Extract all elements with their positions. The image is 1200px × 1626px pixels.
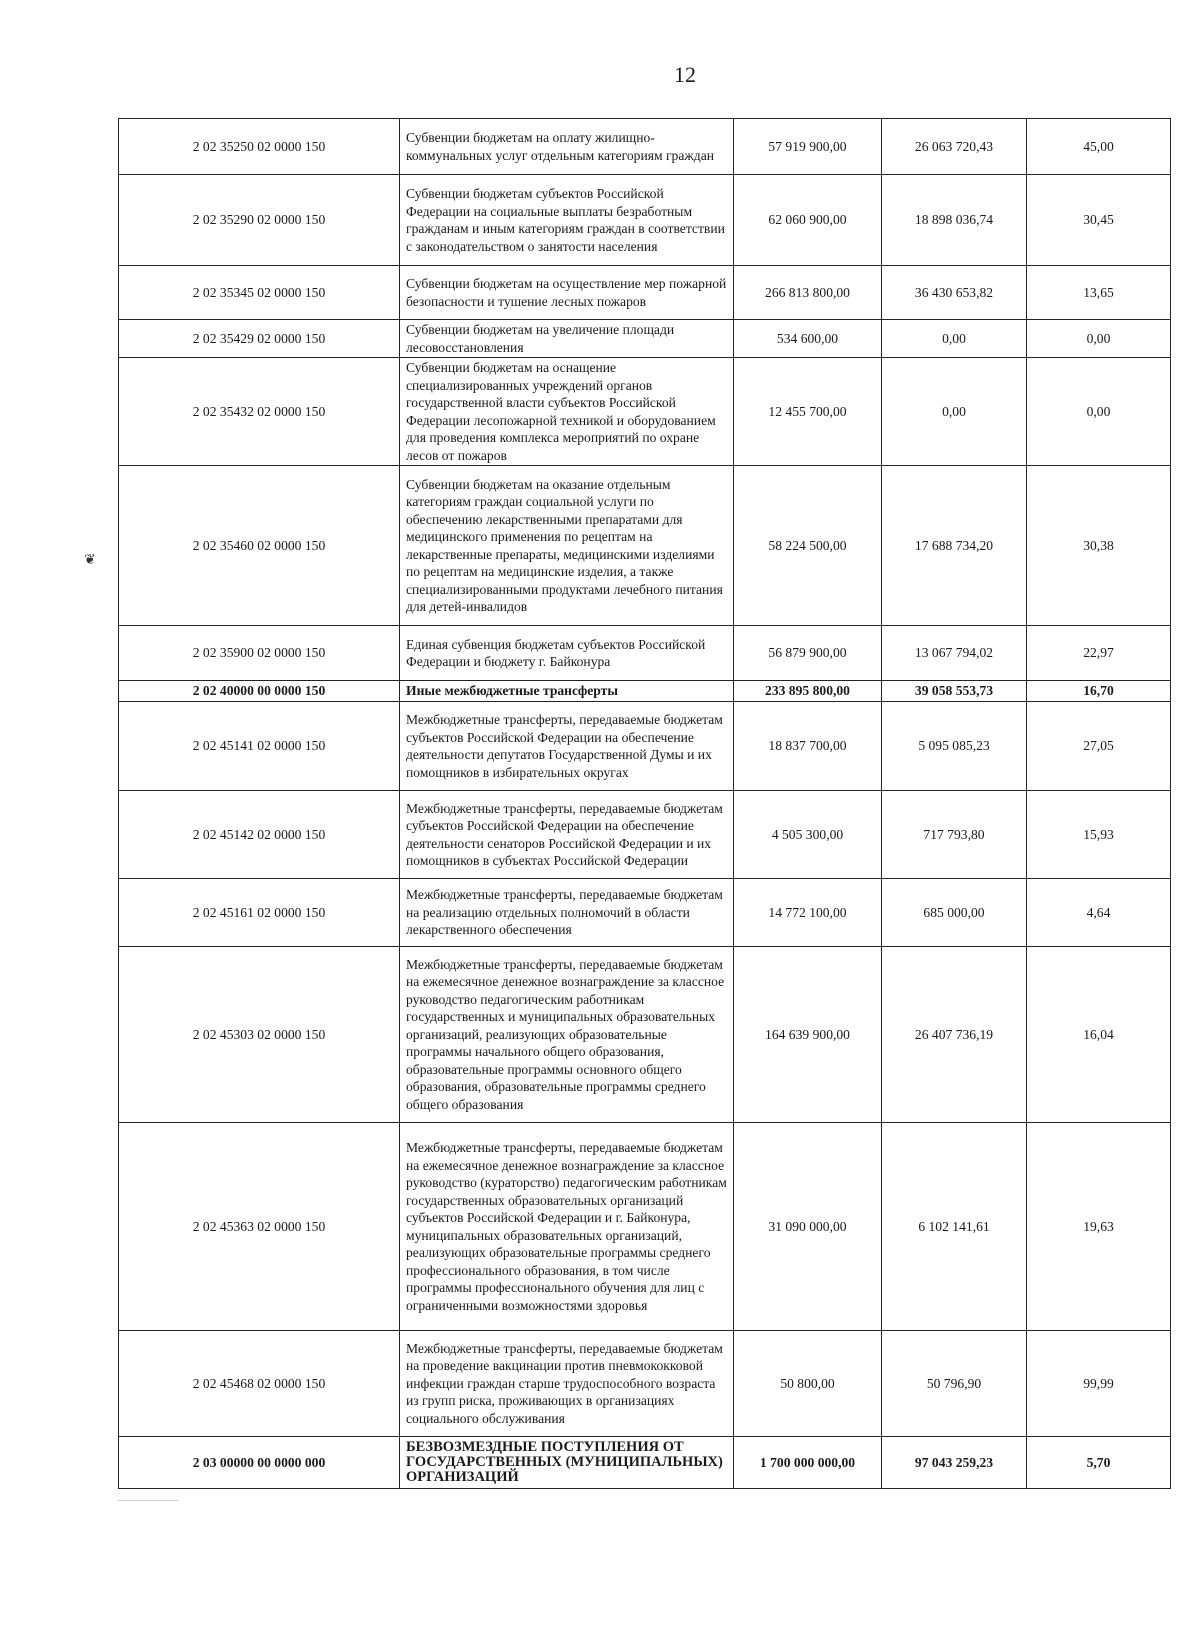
budget-code-cell: 2 02 45141 02 0000 150 <box>119 702 400 791</box>
revenue-name-cell: Субвенции бюджетам на оплату жилищно-коммунальных услуг отдельным категориям граждан <box>400 119 734 175</box>
revenue-name-cell: Межбюджетные трансферты, передаваемые бюджетам субъектов Российской Федерации на обеспечение деятельности сенаторов Российской Федерации и их помощников в субъектах Российской Федерации <box>400 791 734 879</box>
planned-amount-cell: 50 800,00 <box>734 1331 882 1437</box>
actual-amount-cell: 26 063 720,43 <box>882 119 1027 175</box>
table-row <box>119 681 1171 702</box>
budget-code-cell: 2 02 35900 02 0000 150 <box>119 626 400 681</box>
planned-amount-cell: 266 813 800,00 <box>734 266 882 320</box>
page-number: 12 <box>674 62 696 87</box>
budget-code-cell: 2 02 35432 02 0000 150 <box>119 358 400 466</box>
budget-code-cell: 2 02 35460 02 0000 150 <box>119 466 400 626</box>
budget-code-cell: 2 02 35429 02 0000 150 <box>119 320 400 358</box>
revenue-name-cell: Субвенции бюджетам на увеличение площади лесовосстановления <box>400 320 734 358</box>
execution-percent-cell: 16,70 <box>1027 681 1171 702</box>
revenue-name-cell: БЕЗВОЗМЕЗДНЫЕ ПОСТУПЛЕНИЯ ОТ ГОСУДАРСТВЕННЫХ (МУНИЦИПАЛЬНЫХ) ОРГАНИЗАЦИЙ <box>400 1437 734 1489</box>
actual-amount-cell: 39 058 553,73 <box>882 681 1027 702</box>
planned-amount-cell: 12 455 700,00 <box>734 358 882 466</box>
planned-amount-cell: 14 772 100,00 <box>734 879 882 947</box>
execution-percent-cell: 99,99 <box>1027 1331 1171 1437</box>
planned-amount-cell: 233 895 800,00 <box>734 681 882 702</box>
revenue-name-cell: Субвенции бюджетам на оказание отдельным категориям граждан социальной услуги по обеспечению лекарственными препаратами для медицинского применения по рецептам на лекарственные препараты, медицинскими изделиями по рецептам на медицинские изделия, а также специализированными продуктами лечебного питания для детей-инвалидов <box>400 466 734 626</box>
planned-amount-cell: 62 060 900,00 <box>734 175 882 266</box>
planned-amount-cell: 534 600,00 <box>734 320 882 358</box>
table-row <box>119 626 1171 681</box>
execution-percent-cell: 22,97 <box>1027 626 1171 681</box>
actual-amount-cell: 36 430 653,82 <box>882 266 1027 320</box>
revenue-name-cell: Межбюджетные трансферты, передаваемые бюджетам субъектов Российской Федерации на обеспечение деятельности депутатов Государственной Думы и их помощников в избирательных округах <box>400 702 734 791</box>
execution-percent-cell: 16,04 <box>1027 947 1171 1123</box>
table-row <box>119 791 1171 879</box>
budget-revenue-table <box>118 118 1171 1489</box>
table-row <box>119 947 1171 1123</box>
planned-amount-cell: 164 639 900,00 <box>734 947 882 1123</box>
execution-percent-cell: 13,65 <box>1027 266 1171 320</box>
revenue-name-cell: Межбюджетные трансферты, передаваемые бюджетам на ежемесячное денежное вознаграждение за классное руководство (кураторство) педагогическим работникам государственных образовательных организаций субъектов Российской Федерации и г. Байконура, муниципальных образовательных организаций, реализующих образовательные программы среднего профессионального образования, в том числе программы профессионального обучения для лиц с ограниченными возможностями здоровья <box>400 1123 734 1331</box>
footer-rule <box>118 1500 178 1501</box>
budget-code-cell: 2 02 45161 02 0000 150 <box>119 879 400 947</box>
actual-amount-cell: 5 095 085,23 <box>882 702 1027 791</box>
table-row <box>119 466 1171 626</box>
actual-amount-cell: 50 796,90 <box>882 1331 1027 1437</box>
budget-code-cell: 2 02 35290 02 0000 150 <box>119 175 400 266</box>
planned-amount-cell: 58 224 500,00 <box>734 466 882 626</box>
budget-code-cell: 2 02 45468 02 0000 150 <box>119 1331 400 1437</box>
actual-amount-cell: 6 102 141,61 <box>882 1123 1027 1331</box>
planned-amount-cell: 31 090 000,00 <box>734 1123 882 1331</box>
scan-artifact-mark: ❦ <box>84 553 96 568</box>
actual-amount-cell: 18 898 036,74 <box>882 175 1027 266</box>
revenue-name-cell: Субвенции бюджетам на осуществление мер пожарной безопасности и тушение лесных пожаров <box>400 266 734 320</box>
execution-percent-cell: 5,70 <box>1027 1437 1171 1489</box>
planned-amount-cell: 18 837 700,00 <box>734 702 882 791</box>
table-row <box>119 1331 1171 1437</box>
execution-percent-cell: 15,93 <box>1027 791 1171 879</box>
planned-amount-cell: 57 919 900,00 <box>734 119 882 175</box>
budget-code-cell: 2 02 45303 02 0000 150 <box>119 947 400 1123</box>
actual-amount-cell: 0,00 <box>882 320 1027 358</box>
revenue-name-cell: Иные межбюджетные трансферты <box>400 681 734 702</box>
execution-percent-cell: 30,38 <box>1027 466 1171 626</box>
budget-code-cell: 2 02 35250 02 0000 150 <box>119 119 400 175</box>
actual-amount-cell: 13 067 794,02 <box>882 626 1027 681</box>
budget-code-cell: 2 02 45142 02 0000 150 <box>119 791 400 879</box>
table-row <box>119 266 1171 320</box>
execution-percent-cell: 19,63 <box>1027 1123 1171 1331</box>
execution-percent-cell: 0,00 <box>1027 358 1171 466</box>
execution-percent-cell: 4,64 <box>1027 879 1171 947</box>
revenue-name-cell: Межбюджетные трансферты, передаваемые бюджетам на ежемесячное денежное вознаграждение за классное руководство педагогическим работникам государственных и муниципальных образовательных организаций, реализующих образовательные программы начального общего образования, образовательные программы основного общего образования, образовательные программы среднего общего образования <box>400 947 734 1123</box>
actual-amount-cell: 685 000,00 <box>882 879 1027 947</box>
revenue-name-cell: Межбюджетные трансферты, передаваемые бюджетам на реализацию отдельных полномочий в области лекарственного обеспечения <box>400 879 734 947</box>
actual-amount-cell: 97 043 259,23 <box>882 1437 1027 1489</box>
planned-amount-cell: 1 700 000 000,00 <box>734 1437 882 1489</box>
table-row <box>119 1437 1171 1489</box>
table-row <box>119 1123 1171 1331</box>
table-row <box>119 119 1171 175</box>
budget-code-cell: 2 03 00000 00 0000 000 <box>119 1437 400 1489</box>
table-row <box>119 702 1171 791</box>
actual-amount-cell: 0,00 <box>882 358 1027 466</box>
execution-percent-cell: 45,00 <box>1027 119 1171 175</box>
revenue-name-cell: Межбюджетные трансферты, передаваемые бюджетам на проведение вакцинации против пневмококковой инфекции граждан старше трудоспособного возраста из групп риска, проживающих в организациях социального обслуживания <box>400 1331 734 1437</box>
table-row <box>119 358 1171 466</box>
planned-amount-cell: 4 505 300,00 <box>734 791 882 879</box>
revenue-name-cell: Субвенции бюджетам субъектов Российской Федерации на социальные выплаты безработным гражданам и иным категориям граждан в соответствии с законодательством о занятости населения <box>400 175 734 266</box>
actual-amount-cell: 26 407 736,19 <box>882 947 1027 1123</box>
execution-percent-cell: 0,00 <box>1027 320 1171 358</box>
actual-amount-cell: 717 793,80 <box>882 791 1027 879</box>
actual-amount-cell: 17 688 734,20 <box>882 466 1027 626</box>
planned-amount-cell: 56 879 900,00 <box>734 626 882 681</box>
budget-code-cell: 2 02 35345 02 0000 150 <box>119 266 400 320</box>
budget-code-cell: 2 02 40000 00 0000 150 <box>119 681 400 702</box>
table-row <box>119 879 1171 947</box>
table-row <box>119 175 1171 266</box>
execution-percent-cell: 27,05 <box>1027 702 1171 791</box>
table-row <box>119 320 1171 358</box>
revenue-name-cell: Единая субвенция бюджетам субъектов Российской Федерации и бюджету г. Байконура <box>400 626 734 681</box>
execution-percent-cell: 30,45 <box>1027 175 1171 266</box>
budget-code-cell: 2 02 45363 02 0000 150 <box>119 1123 400 1331</box>
revenue-name-cell: Субвенции бюджетам на оснащение специализированных учреждений органов государственной власти субъектов Российской Федерации лесопожарной техникой и оборудованием для проведения комплекса мероприятий по охране лесов от пожаров <box>400 358 734 466</box>
